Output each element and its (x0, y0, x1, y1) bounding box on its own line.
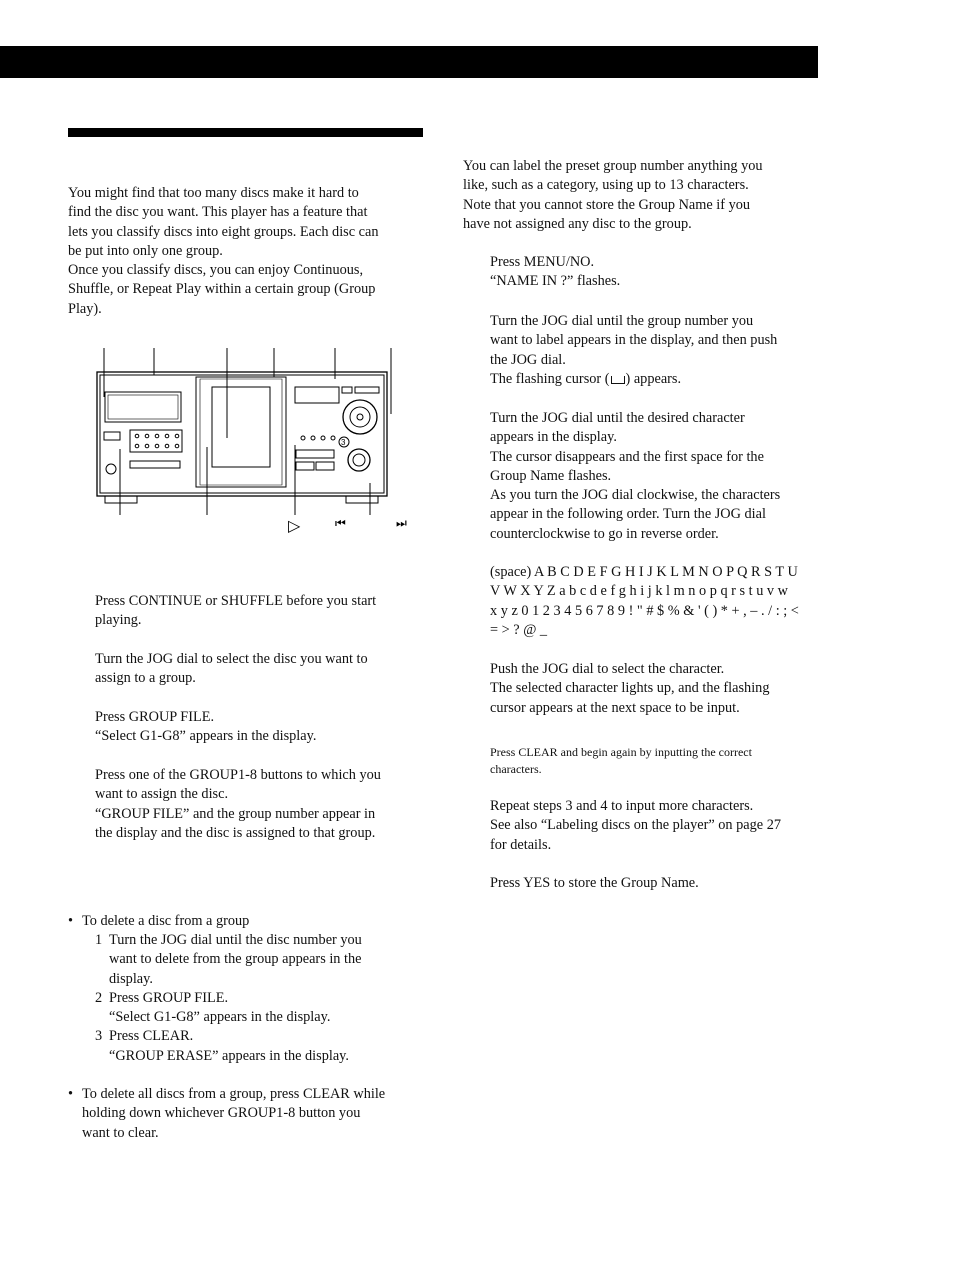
delete-disc-title: To delete a disc from a group (82, 913, 250, 929)
left-step-1: Press CONTINUE or SHUFFLE before you start playing. (95, 593, 377, 629)
right-step-2: Turn the JOG dial until the group number you want to label appears in the display, and then push the JOG dial. The flashing cursor ( ) appears. (490, 313, 778, 387)
delete-disc-steps: 1 Turn the JOG dial until the disc number you want to delete from the group appears in the display. 2 Press GROUP FILE. “Select G1-G8” appears in the display. 3 Press CLEAR. “GROUP ERASE” appears in the display. (95, 932, 362, 1064)
right-step-1: Press MENU/NO. “NAME IN ?” flashes. (490, 254, 621, 290)
intro-paragraph-left: You might find that too many discs make it hard to find the disc you want. This player has a feature that lets you classify discs into eight groups. Each disc can be put into only one group. Once you classify discs, you can enjoy Continuous, Shuffle, or Repeat Play within a certain group (Group Play). (68, 185, 379, 317)
previous-track-icon: ⏮ (335, 516, 346, 530)
right-step-6: Press YES to store the Group Name. (490, 875, 699, 891)
header-bar (0, 46, 818, 78)
intro-paragraph-right: You can label the preset group number anything you like, such as a category, using up to 13 characters. Note that you cannot store the Group Name if you have not assigned any disc to the group. (463, 158, 763, 232)
delete-all-note: To delete all discs from a group, press CLEAR while holding down whichever GROUP1-8 button you want to clear. (82, 1086, 386, 1141)
left-step-4: Press one of the GROUP1-8 buttons to which you want to assign the disc. “GROUP FILE” and the group number appear in the display and the disc is assigned to that group. (95, 767, 381, 841)
next-track-icon: ⏭ (396, 516, 407, 530)
right-step-5: Repeat steps 3 and 4 to input more characters. See also “Labeling discs on the player” on page 27 for details. (490, 798, 782, 853)
cd-player-diagram (90, 345, 430, 535)
section-rule (68, 128, 423, 137)
left-step-3: Press GROUP FILE. “Select G1-G8” appears in the display. (95, 709, 317, 745)
cursor-icon (611, 376, 625, 384)
right-step-4: Push the JOG dial to select the character. The selected character lights up, and the flashing cursor appears at the next space to be input. (490, 661, 770, 716)
bullet-delete-all: • (68, 1086, 74, 1102)
bullet-delete-disc: • (68, 913, 74, 929)
character-set: (space) A B C D E F G H I J K L M N O P Q R S T U V W X Y Z a b c d e f g h i j k l m n o p q r s t u v w x y z 0 1 2 3 4 5 6 7 8 9 ! " # $ % & ' ( ) * + , – . / : ; < = > ? @ _ (490, 564, 799, 638)
left-step-2: Turn the JOG dial to select the disc you want to assign to a group. (95, 651, 368, 687)
clear-note: Press CLEAR and begin again by inputting the correct characters. (490, 745, 752, 776)
right-step-3: Turn the JOG dial until the desired character appears in the display. The cursor disappears and the first space for the Group Name flashes. As you turn the JOG dial clockwise, the characters appear in the following order. Turn the JOG dial counterclockwise to go in reverse order. (490, 410, 781, 542)
play-button-label: ▷ (288, 516, 301, 535)
jog-number-mark: 3 (341, 438, 346, 447)
